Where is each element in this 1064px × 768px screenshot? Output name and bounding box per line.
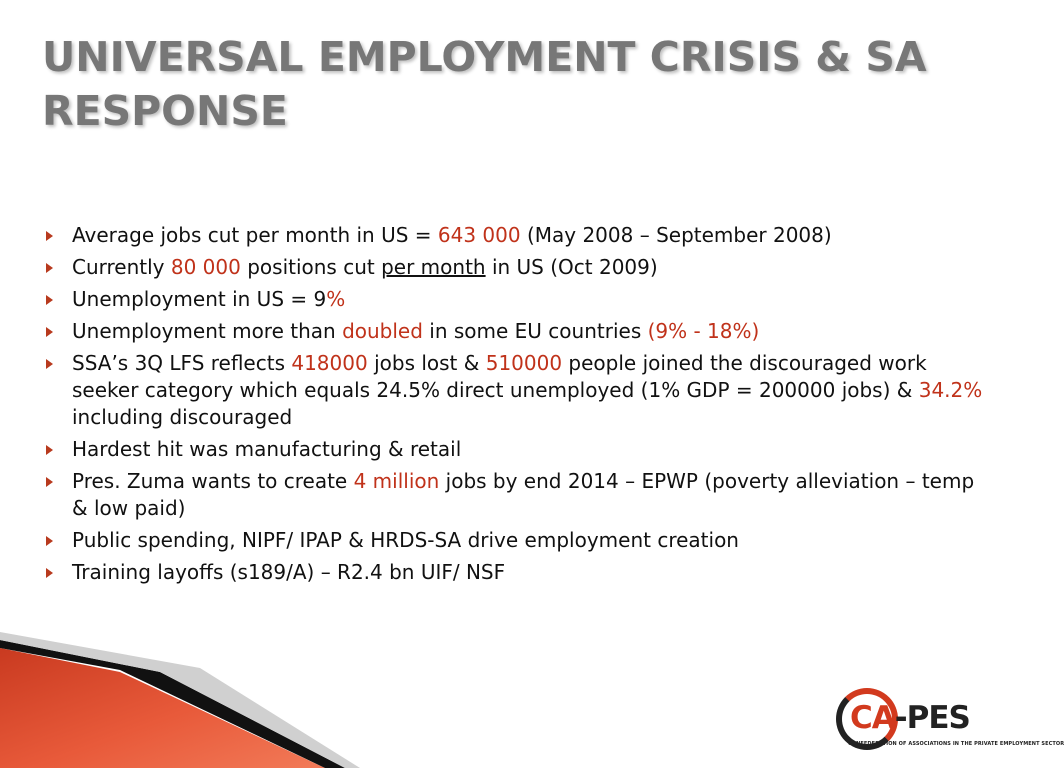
- logo-wordmark: [850, 700, 970, 736]
- slide-title: UNIVERSAL EMPLOYMENT CRISIS & SA RESPONSE: [42, 33, 927, 135]
- triangle-right-icon: [46, 536, 53, 546]
- bullet-text-segment: per month: [381, 255, 486, 279]
- triangle-right-icon: [46, 295, 53, 305]
- logo-pes: PES: [906, 700, 970, 736]
- triangle-right-icon: [46, 477, 53, 487]
- bullet-item: [44, 286, 994, 313]
- bullet-item: [44, 222, 994, 249]
- triangle-right-icon: [46, 327, 53, 337]
- bullet-text-segment: positions cut: [240, 255, 382, 279]
- bullet-text-segment: 418000: [291, 351, 368, 375]
- bullet-text-segment: Unemployment in US = 9: [72, 287, 327, 311]
- bullet-text-segment: in US (Oct 2009): [485, 255, 658, 279]
- bullet-item: [44, 468, 994, 522]
- bullet-text-segment: Average jobs cut per month in US =: [72, 223, 438, 247]
- bullet-text-segment: 510000: [485, 351, 563, 375]
- bullet-text-segment: Pres. Zuma wants to create: [72, 469, 354, 493]
- bullet-text-segment: 80 000: [170, 255, 241, 279]
- bullet-text-segment: jobs lost &: [367, 351, 486, 375]
- logo-ca: CA: [850, 700, 895, 736]
- bullet-item: [44, 527, 994, 554]
- bullet-text-segment: jobs by end 2014 – EPWP (poverty alleviation – temp & low paid): [72, 469, 975, 520]
- bullet-text-segment: Public spending, NIPF/ IPAP & HRDS-SA drive employment creation: [72, 528, 739, 552]
- capes-logo: [836, 688, 1064, 764]
- bullet-text-segment: in some EU countries: [422, 319, 648, 343]
- bullet-text-segment: including discouraged: [72, 405, 293, 429]
- bullet-text-segment: 34.2%: [918, 378, 983, 402]
- triangle-right-icon: [46, 359, 53, 369]
- bullet-text-segment: Training layoffs (s189/A) – R2.4 bn UIF/ NSF: [72, 560, 506, 584]
- triangle-right-icon: [46, 568, 53, 578]
- bullet-text-segment: Unemployment more than: [72, 319, 343, 343]
- logo-subtitle: CONFEDERATION OF ASSOCIATIONS IN THE PRIVATE EMPLOYMENT SECTOR: [848, 741, 1064, 747]
- bullet-list: [44, 222, 994, 591]
- bullet-text-segment: Hardest hit was manufacturing & retail: [72, 437, 462, 461]
- bullet-text-segment: (9% - 18%): [647, 319, 760, 343]
- triangle-right-icon: [46, 263, 53, 273]
- bullet-item: [44, 436, 994, 463]
- bullet-item: [44, 318, 994, 345]
- triangle-right-icon: [46, 445, 53, 455]
- logo-dash: -: [894, 700, 907, 736]
- bullet-text-segment: Currently: [72, 255, 171, 279]
- bullet-text-segment: 4 million: [353, 469, 440, 493]
- bullet-item: [44, 350, 994, 431]
- bullet-text-segment: SSA’s 3Q LFS reflects: [72, 351, 292, 375]
- bullet-text-segment: doubled: [342, 319, 423, 343]
- bullet-item: [44, 559, 994, 586]
- bullet-text-segment: people joined the discouraged work seeker category which equals 24.5% direct unemployed (1% GDP = 200000 jobs) &: [72, 351, 927, 402]
- triangle-right-icon: [46, 231, 53, 241]
- bullet-item: [44, 254, 994, 281]
- bullet-text-segment: %: [326, 287, 346, 311]
- bullet-text-segment: (May 2008 – September 2008): [520, 223, 832, 247]
- bullet-text-segment: 643 000: [437, 223, 521, 247]
